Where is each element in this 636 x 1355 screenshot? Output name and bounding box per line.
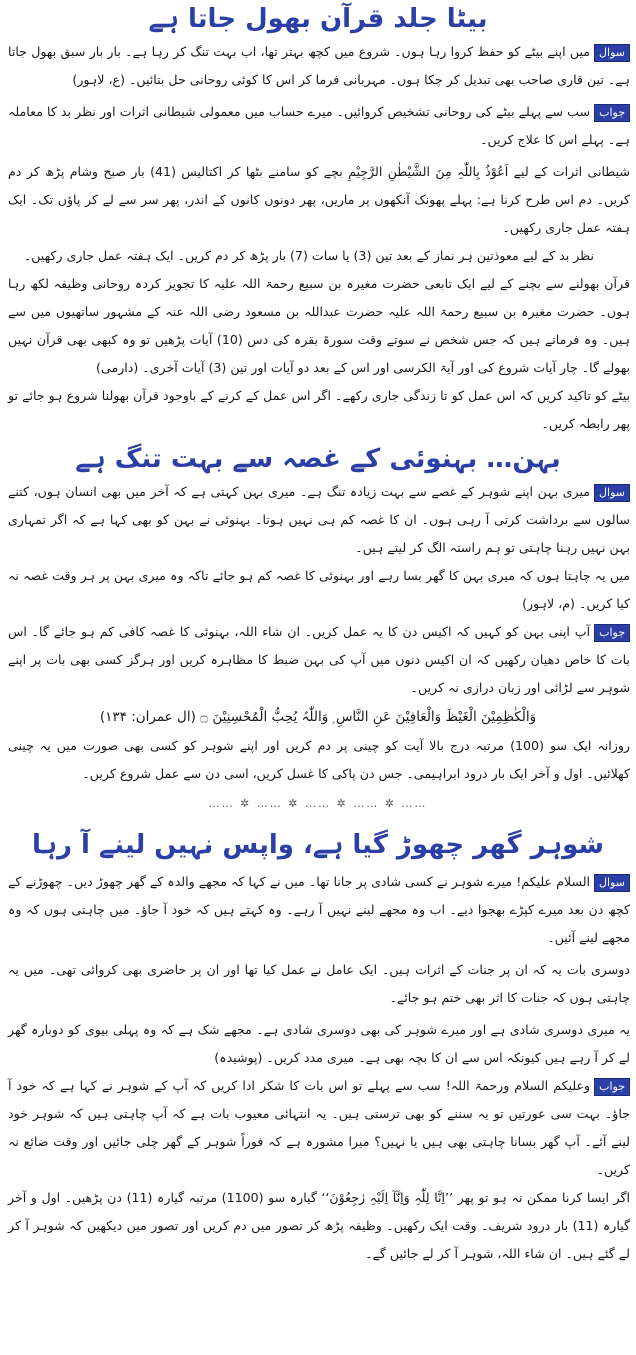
answer-label: جواب (594, 1078, 630, 1096)
article-1-answer-3: نظر بد کے لیے معوذتین ہر نماز کے بعد تین (3) یا سات (7) بار پڑھ کر دم کریں۔ ایک ہفتہ عمل جاری رکھیں۔ (23, 248, 594, 263)
article-2-question-1-text: میری بہن اپنے شوہر کے غصے سے بہت زیادہ تنگ ہے۔ میری بہن کہتی ہے کہ آخر میں بھی انسان ہوں، کتنے سالوں سے برداشت کرتی آ رہی ہوں۔ ان کا غصہ کم ہی نہیں ہوتا۔ بہنوئی نے بہن کو بھی کہا ہے کہ اگر تمہاری بہن نہیں رہنا چاہتی تو ہم راستہ الگ کر لیتے ہیں۔ (8, 484, 630, 555)
section-separator: …… ✲ …… ✲ …… ✲ …… ✲ …… (208, 797, 428, 810)
article-1-question-text: میں اپنے بیٹے کو حفظ کروا رہا ہوں۔ شروع میں کچھ بہتر تھا، اب بہت تنگ کر رہا ہے۔ بار بار سبق بھول جاتا ہے۔ تین قاری صاحب بھی تبدیل کر چکا ہوں۔ مہربانی فرما کر اس کا کوئی روحانی حل بتائیں۔ (ع، لاہور) (8, 44, 630, 87)
article-2-verse: وَالْکٰظِمِیْنَ الْغَیْظَ وَالْعَافِیْنَ عَنِ النَّاسِ ۭ وَاللّٰہُ یُحِبُّ الْمُحْسِنِیْنَ ۝ (ال عمران: ۱۳۴) (99, 709, 537, 725)
article-3-answer-2: اگر ایسا کرنا ممکن نہ ہو تو پھر ’’اِنَّا لِلّٰہِ وَاِنَّآ اِلَیْہِ رٰجِعُوْنَ‘‘ گیارہ سو (1100) مرتبہ گیارہ (11) دن پڑھیں۔ اول و آخر گیارہ (11) بار درود شریف۔ وقت ایک رکھیں۔ وظیفہ پڑھ کر تصور میں دم کریں اور تصور میں دیکھیں کہ شوہر آ کر لے گئے ہیں۔ ان شاء اللہ، شوہر آ کر لے جائیں گے۔ (8, 1190, 630, 1261)
article-2-answer-2: روزانہ ایک سو (100) مرتبہ درج بالا آیت کو چینی پر دم کریں اور اپنے شوہر کو کسی بھی صورت میں یہ چینی کھلائیں۔ اول و آخر ایک بار درود ابراہیمی۔ جس دن پاکی کا غسل کریں، اسی دن سے عمل شروع کریں۔ (8, 738, 631, 781)
article-1-question (0, 38, 636, 94)
article-3-question-1-text: السلام علیکم! میرے شوہر نے کسی شادی پر جانا تھا۔ میں نے کہا کہ مجھے والدہ کے گھر چھوڑ دیں۔ چھوڑنے کے کچھ دن بعد میرے کپڑے بھجوا دیے۔ اب وہ مجھے لینے نہیں آ رہے۔ وہ کہتے ہیں کہ خود آ جاؤ۔ میں چاہتی ہوں کہ وہ مجھے لینے آئیں۔ (8, 874, 630, 945)
article-3-title: شوہر گھر چھوڑ گیا ہے، واپس نہیں لینے آ رہا (32, 830, 604, 860)
article-2-title: بہن… بہنوئی کے غصہ سے بہت تنگ ہے (75, 444, 561, 474)
article-3-question-2: دوسری بات یہ کہ ان پر جنات کے اثرات ہیں۔ ایک عامل نے عمل کیا تھا اور ان پر حاضری بھی کروائی تھی۔ میں یہ چاہتی ہوں کہ جنات کا اثر بھی ختم ہو جائے۔ (8, 962, 630, 1005)
article-1-title: بیٹا جلد قرآن بھول جاتا ہے (148, 4, 488, 34)
article-3-answer-1 (0, 1072, 636, 1184)
article-2-answer-1 (0, 618, 636, 702)
article-2-answer-1-text: آپ اپنی بہن کو کہیں کہ اکیس دن کا یہ عمل کریں۔ ان شاء اللہ، بہنوئی کا غصہ کافی کم ہو جائے گا۔ اس بات کا خاص دھیان رکھیں کہ ان اکیس دنوں میں آپ کی بہن ضبط کا مظاہرہ کریں اور ہرگز کسی بھی بات پر اپنے شوہر سے لڑائی اور زبان درازی نہ کریں۔ (8, 624, 630, 695)
article-1-answer-1 (0, 98, 636, 154)
question-label: سوال (594, 44, 630, 62)
question-label: سوال (594, 874, 630, 892)
article-2-question-2: میں یہ چاہتا ہوں کہ میری بہن کا گھر بسا رہے اور بہنوئی کا غصہ کم ہو جائے تاکہ وہ میری بہن پر ہر وقت غصہ نہ کیا کریں۔ (م، لاہور) (8, 568, 630, 611)
article-3-question-1 (0, 868, 636, 952)
article-1-answer-4: قرآن بھولنے سے بچنے کے لیے ایک تابعی حضرت مغیرہ بن سبیع رحمۃ اللہ علیہ کا تجویز کردہ روحانی وظیفہ لکھ رہا ہوں۔ حضرت مغیرہ بن سبیع رحمۃ اللہ علیہ حضرت عبداللہ بن مسعود رضی اللہ عنہ کے مشہور ساتھیوں میں سے ہیں۔ وہ فرماتے ہیں کہ جس شخص نے سوتے وقت سورۃ بقرہ کی دس (10) آیات پڑھیں تو وہ کبھی بھی قرآن نہیں بھولے گا۔ چار آیات شروع کی اور آیۃ الکرسی اور اس کے بعد دو آیات اور تین (3) آیات آخری۔ (دارمی) (8, 276, 630, 375)
question-label: سوال (594, 484, 630, 502)
article-2-question-1 (0, 478, 636, 562)
article-1-answer-2: شیطانی اثرات کے لیے اَعُوْذُ بِاللّٰہِ مِنَ الشَّیْطٰنِ الرَّجِیْمِ بچے کو سامنے بٹھا کر اکتالیس (41) بار صبح وشام پڑھ کر دم کریں۔ دم اس طرح کرنا ہے: پہلے پھونک آنکھوں پر ماریں، پھر دونوں کانوں کے اندر، پھر سر سے لے کر پاؤں تک۔ ایک ہفتہ عمل جاری رکھیں۔ (8, 164, 630, 235)
article-1-answer-1-text: سب سے پہلے بیٹے کی روحانی تشخیص کروائیں۔ میرے حساب میں معمولی شیطانی اثرات اور نظر بد کا معاملہ ہے۔ پہلے اس کا علاج کریں۔ (8, 104, 630, 147)
article-3-answer-1-text: وعلیکم السلام ورحمۃ اللہ! سب سے پہلے تو اس بات کا شکر ادا کریں کہ آپ کے شوہر نے کہا ہے کہ خود آ جاؤ۔ بہت سی عورتیں تو یہ سننے کو بھی ترستی ہیں۔ یہ انتہائی معیوب بات ہے کہ آپ چاہتی ہیں کہ شوہر خود لینے آئے۔ آپ گھر بسانا چاہتی بھی ہیں یا نہیں؟ میرا مشورہ ہے کہ فوراً شوہر کے گھر چلی جائیں اور وقت ضائع نہ کریں۔ (8, 1078, 630, 1177)
answer-label: جواب (594, 624, 630, 642)
article-1-answer-5: بیٹے کو تاکید کریں کہ اس عمل کو تا زندگی جاری رکھے۔ اگر اس عمل کے کرنے کے باوجود قرآن بھولنا شروع ہو جائے تو پھر رابطہ کریں۔ (8, 388, 630, 431)
article-3-question-3: یہ میری دوسری شادی ہے اور میرے شوہر کی بھی دوسری شادی ہے۔ مجھے شک ہے کہ وہ پہلی بیوی کو دوبارہ گھر لے کر آ رہے ہیں کیونکہ اس سے ان کا بچہ بھی ہے۔ میری مدد کریں۔ (پوشیدہ) (8, 1022, 630, 1065)
answer-label: جواب (594, 104, 630, 122)
